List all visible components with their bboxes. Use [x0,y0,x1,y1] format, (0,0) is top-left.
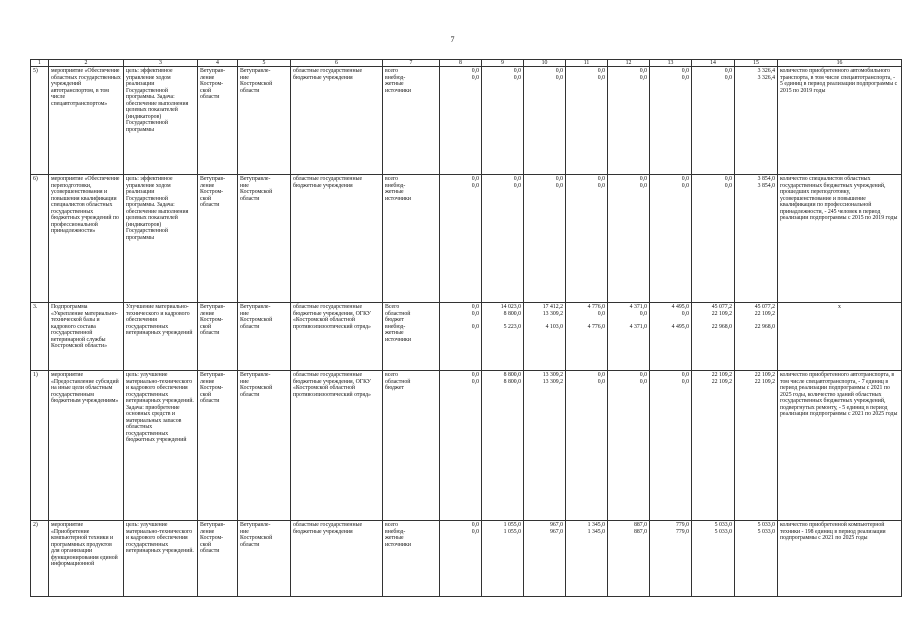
value-cell-col12: 0,0 0,0 [608,67,650,175]
header-cell: 5 [238,60,291,67]
executor-cell: Ветуправле- ние Костромской области [238,521,291,597]
value-cell-col15: 22 109,2 22 109,2 [735,371,778,521]
table-row [31,371,902,521]
value-cell-col10: 0,0 0,0 [524,175,566,303]
row-number-cell: 6) [31,175,49,303]
value-cell-col11: 0,0 0,0 [566,67,608,175]
goal-cell: цель: улучшение материально-технического и кадрового обеспечения государственных ветеринарных учреждений. Задача: приобретение основных средств и материальных запасов областных государственных бюджетных учреждений [124,371,198,521]
value-cell-col9: 0,0 0,0 [482,67,524,175]
value-cell-col10: 13 309,2 13 309,2 [524,371,566,521]
value-cell-col8: 0,0 0,0 0,0 [440,303,482,371]
header-cell: 9 [482,60,524,67]
value-cell-col8: 0,0 0,0 [440,67,482,175]
participants-cell: областные государственные бюджетные учреждения [291,67,383,175]
value-cell-col10: 17 412,2 13 309,2 4 103,0 [524,303,566,371]
value-cell-col12: 887,0 887,0 [608,521,650,597]
expected-result-cell: количество приобретенного автотранспорта, в том числе спецавтотранспорта, - 7 единиц в период реализации подпрограммы с 2021 по 2025 годы, количество зданий областных государственных бюджетных учреждений, подвергнутых ремонту, - 5 единиц в период реализации подпрограммы с 2021 по 2025 годы [778,371,902,521]
row-number-cell: 1) [31,371,49,521]
header-cell: 10 [524,60,566,67]
row-number-cell: 5) [31,67,49,175]
value-cell-col15: 45 077,2 22 109,2 22 968,0 [735,303,778,371]
value-cell-col14: 5 033,0 5 033,0 [692,521,735,597]
participants-cell: областные государственные бюджетные учреждения [291,175,383,303]
header-cell: 1 [31,60,49,67]
executor-cell: Ветуправле- ние Костромской области [238,67,291,175]
header-cell: 15 [735,60,778,67]
header-cell: 12 [608,60,650,67]
goal-cell: Улучшение материально-технического и кадрового обеспечения государственных ветеринарных учреждений [124,303,198,371]
header-cell: 16 [778,60,902,67]
executor-cell: Ветуправле- ние Костромской области [238,175,291,303]
expected-result-cell: количество приобретенной компьютерной техники - 198 единиц в период реализации подпрограммы с 2021 по 2025 годы [778,521,902,597]
header-row [31,60,902,67]
value-cell-col15: 3 326,4 3 326,4 [735,67,778,175]
header-cell: 14 [692,60,735,67]
header-cell: 13 [650,60,692,67]
value-cell-col12: 0,0 0,0 [608,371,650,521]
value-cell-col13: 0,0 0,0 [650,371,692,521]
program-table [30,59,902,597]
value-cell-col15: 3 854,0 3 854,0 [735,175,778,303]
value-cell-col14: 45 077,2 22 109,2 22 968,0 [692,303,735,371]
activity-name-cell: мероприятие «Приобретение компьютерной техники и программных продуктов для организации функционирования единой информационной [49,521,124,597]
activity-name-cell: мероприятие «Обеспечение областных государственных учреждений автотранспортом, в том числе спецавтотранспортом» [49,67,124,175]
header-cell: 2 [49,60,124,67]
row-number-cell: 3. [31,303,49,371]
value-cell-col13: 0,0 0,0 [650,67,692,175]
coordinator-cell: Ветуправ- ление Костром- ской области [198,521,238,597]
value-cell-col13: 0,0 0,0 [650,175,692,303]
value-cell-col10: 0,0 0,0 [524,67,566,175]
value-cell-col9: 8 800,0 8 800,0 [482,371,524,521]
value-cell-col14: 0,0 0,0 [692,175,735,303]
funding-source-cell: всего внебюд- жетные источники [383,67,440,175]
funding-source-cell: всего областной бюджет [383,371,440,521]
value-cell-col9: 1 055,0 1 055,0 [482,521,524,597]
value-cell-col9: 14 023,0 8 800,0 5 223,0 [482,303,524,371]
header-cell: 8 [440,60,482,67]
executor-cell: Ветуправле- ние Костромской области [238,371,291,521]
goal-cell: цель: эффективное управление ходом реализации Государственной программы. Задача: обеспечение выполнения целевых показателей (индикаторов) Государственной программы [124,67,198,175]
goal-cell: цель: улучшение материально-технического и кадрового обеспечения государственных ветеринарных учреждений. [124,521,198,597]
goal-cell: цель: эффективное управление ходом реализации Государственной программы. Задача: обеспечение выполнения целевых показателей (индикаторов) Государственной программы [124,175,198,303]
coordinator-cell: Ветуправ- ление Костром- ской области [198,303,238,371]
activity-name-cell: мероприятие «Обеспечение переподготовки, усовершенствования и повышения квалификации специалистов областных государственных бюджетных учреждений по профессиональной принадлежности» [49,175,124,303]
executor-cell: Ветуправле- ние Костромской области [238,303,291,371]
table-row [31,175,902,303]
value-cell-col8: 0,0 0,0 [440,371,482,521]
activity-name-cell: мероприятие «Предоставление субсидий на иные цели областным государственным бюджетным учреждениям» [49,371,124,521]
value-cell-col12: 0,0 0,0 [608,175,650,303]
activity-name-cell: Подпрограмма «Укрепление материально-технической базы и кадрового состава государственной ветеринарной службы Костромской области» [49,303,124,371]
value-cell-col15: 5 033,0 5 033,0 [735,521,778,597]
participants-cell: областные государственные бюджетные учреждения, ОГКУ «Костромской областной противоэпизоотический отряд» [291,371,383,521]
expected-result-cell: количество специалистов областных государственных бюджетных учреждений, прошедших переподготовку, усовершенствование и повышение квалификации по профессиональной принадлежности, - 245 человек в период реализации подпрограммы с 2015 по 2019 годы [778,175,902,303]
table-row [31,67,902,175]
page-number: 7 [450,35,455,44]
row-number-cell: 2) [31,521,49,597]
coordinator-cell: Ветуправ- ление Костром- ской области [198,371,238,521]
value-cell-col11: 0,0 0,0 [566,371,608,521]
coordinator-cell: Ветуправ- ление Костром- ской области [198,175,238,303]
header-cell: 6 [291,60,383,67]
participants-cell: областные государственные бюджетные учреждения, ОГКУ «Костромской областной противоэпизоотический отряд» [291,303,383,371]
expected-result-cell: количество приобретенного автомобильного транспорта, в том числе спецавтотранспорта, - 5 единиц в период реализации подпрограммы с 2015 по 2019 годы [778,67,902,175]
value-cell-col11: 4 776,0 0,0 4 776,0 [566,303,608,371]
header-cell: 3 [124,60,198,67]
header-cell: 4 [198,60,238,67]
value-cell-col9: 0,0 0,0 [482,175,524,303]
value-cell-col13: 4 495,0 0,0 4 495,0 [650,303,692,371]
value-cell-col14: 22 109,2 22 109,2 [692,371,735,521]
value-cell-col11: 1 345,0 1 345,0 [566,521,608,597]
value-cell-col10: 967,0 967,0 [524,521,566,597]
table-row [31,303,902,371]
value-cell-col13: 779,0 779,0 [650,521,692,597]
header-cell: 11 [566,60,608,67]
header-cell: 7 [383,60,440,67]
expected-result-cell: х [778,303,902,371]
funding-source-cell: Всего областной бюджет внебюд- жетные источники [383,303,440,371]
value-cell-col8: 0,0 0,0 [440,175,482,303]
table-row [31,521,902,597]
funding-source-cell: всего внебюд- жетные источники [383,521,440,597]
value-cell-col8: 0,0 0,0 [440,521,482,597]
participants-cell: областные государственные бюджетные учреждения [291,521,383,597]
funding-source-cell: всего внебюд- жетные источники [383,175,440,303]
coordinator-cell: Ветуправ- ление Костром- ской области [198,67,238,175]
value-cell-col11: 0,0 0,0 [566,175,608,303]
value-cell-col12: 4 371,0 0,0 4 371,0 [608,303,650,371]
value-cell-col14: 0,0 0,0 [692,67,735,175]
